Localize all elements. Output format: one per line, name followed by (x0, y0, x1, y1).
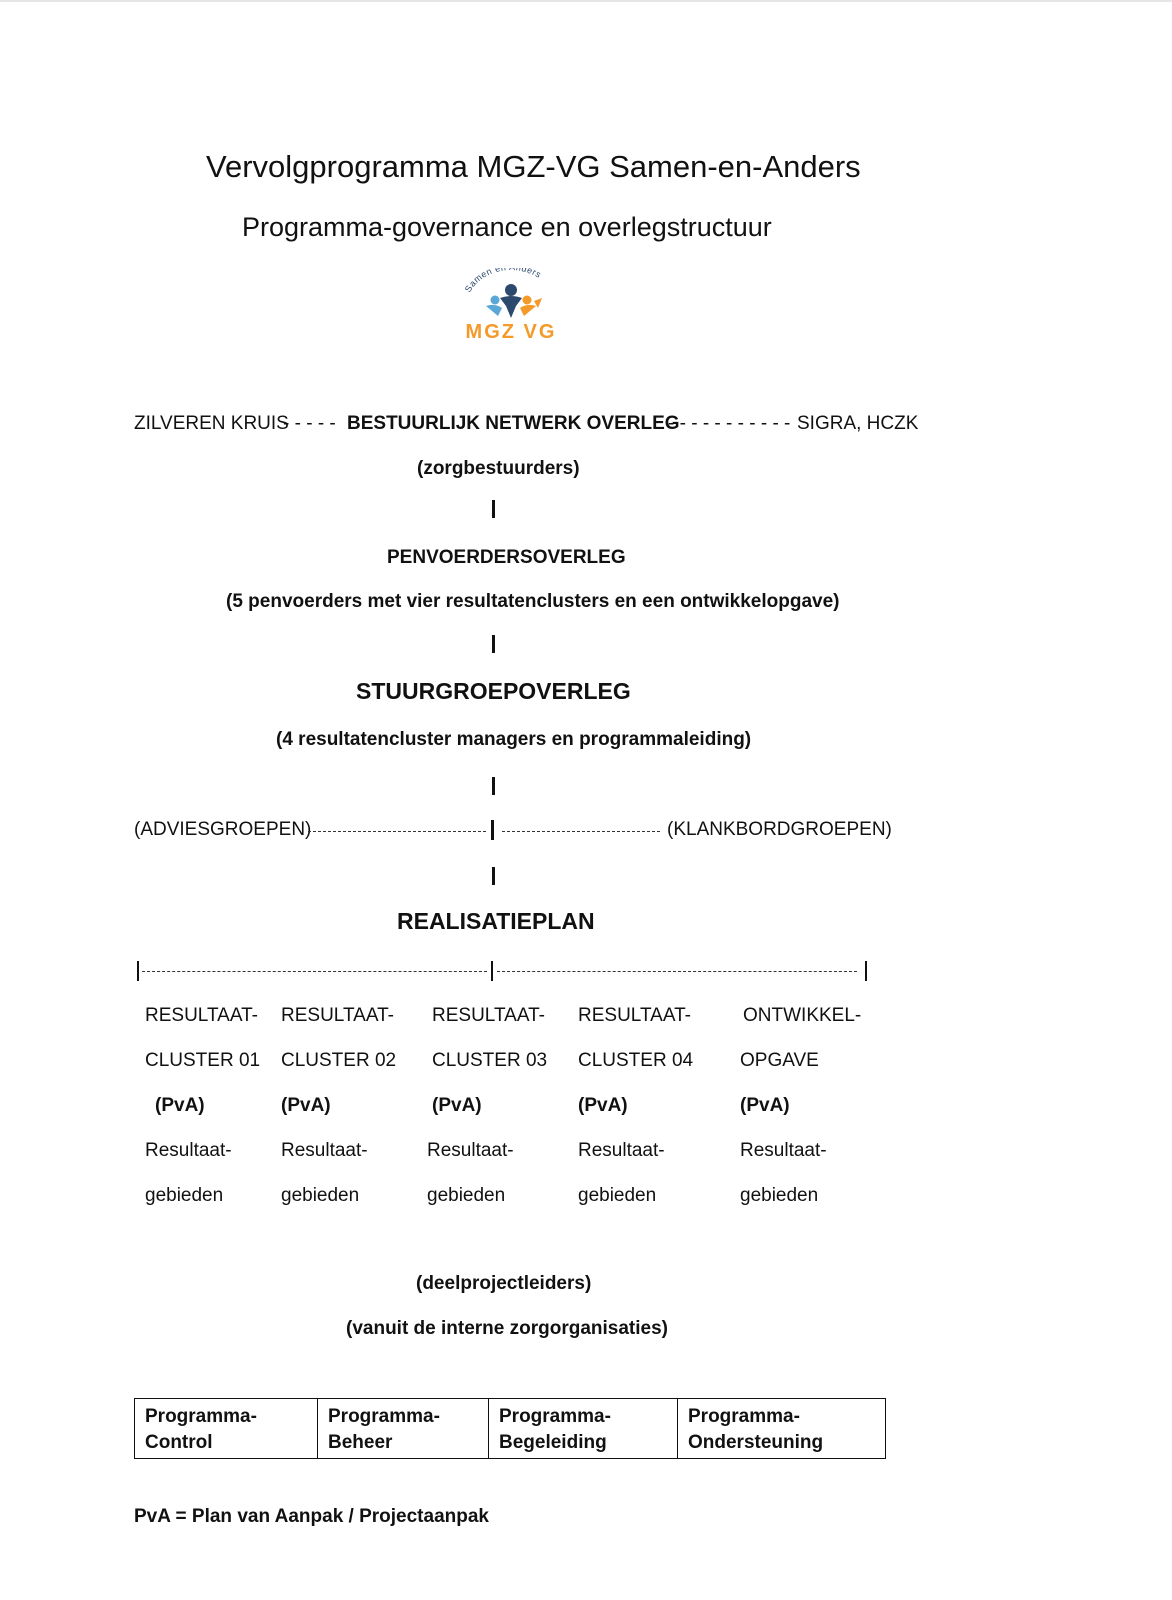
cluster-label: RESULTAAT- (432, 1005, 545, 1026)
node-stuurgroepoverleg: STUURGROEPOVERLEG (356, 678, 631, 704)
table-cell-beheer: Programma- Beheer (318, 1399, 489, 1459)
node-bestuurlijk-netwerk-overleg: BESTUURLIJK NETWERK OVERLEG (347, 413, 680, 434)
program-functions-table (134, 1398, 886, 1459)
cluster-area: gebieden (578, 1185, 657, 1206)
samen-en-anders-logo-icon (456, 268, 566, 350)
page-title: Vervolgprogramma MGZ-VG Samen-en-Anders (206, 149, 861, 184)
table-row (135, 1399, 886, 1459)
cluster-area: gebieden (281, 1185, 360, 1206)
table-cell-control: Programma- Control (135, 1399, 318, 1459)
page-subtitle: Programma-governance en overlegstructuur (242, 212, 772, 242)
dash-left-top: - - - - - (283, 413, 336, 434)
page-top-border (0, 0, 1172, 2)
cluster-area: Resultaat- (145, 1140, 232, 1161)
dash-right-top: - - - - - - - - - - - (668, 413, 791, 434)
cluster-area: gebieden (427, 1185, 506, 1206)
interne-zorgorganisaties: (vanuit de interne zorgorganisaties) (346, 1318, 668, 1339)
node-realisatieplan: REALISATIEPLAN (397, 908, 595, 934)
cluster-pva: (PvA) (281, 1095, 331, 1116)
cluster-area: Resultaat- (427, 1140, 514, 1161)
cluster-area: Resultaat- (578, 1140, 665, 1161)
node-stuurgroep-sub: (4 resultatencluster managers en programmaleiding) (276, 729, 752, 750)
partner-sigra-hczk: SIGRA, HCZK (797, 413, 919, 434)
table-cell-begeleiding: Programma- Begeleiding (489, 1399, 678, 1459)
node-zorgbestuurders: (zorgbestuurders) (417, 458, 580, 479)
bracket-line-left (142, 971, 487, 972)
node-penvoerders-sub: (5 penvoerders met vier resultatenclusters en een ontwikkelopgave) (226, 591, 840, 612)
cluster-pva: (PvA) (578, 1095, 628, 1116)
svg-text:MGZ VG: MGZ VG (465, 321, 557, 343)
cluster-label: CLUSTER 01 (145, 1050, 261, 1071)
connector-4 (492, 867, 495, 885)
cluster-area: gebieden (740, 1185, 819, 1206)
node-adviesgroepen: (ADVIESGROEPEN) (134, 819, 312, 840)
cluster-area: Resultaat- (740, 1140, 827, 1161)
cluster-label: CLUSTER 02 (281, 1050, 397, 1071)
node-klankbordgroepen: (KLANKBORDGROEPEN) (667, 819, 892, 840)
cluster-label: RESULTAAT- (145, 1005, 258, 1026)
svg-text:Samen én Anders: Samen é ders (462, 268, 544, 294)
cluster-label: CLUSTER 04 (578, 1050, 694, 1071)
table-cell-ondersteuning: Programma- Ondersteuning (678, 1399, 886, 1459)
cluster-label: RESULTAAT- (281, 1005, 394, 1026)
cluster-label: CLUSTER 03 (432, 1050, 548, 1071)
bracket-line-right (497, 971, 857, 972)
mgz-vg-logo (456, 268, 566, 350)
node-penvoerdersoverleg: PENVOERDERSOVERLEG (387, 547, 626, 568)
cluster-label: OPGAVE (740, 1050, 819, 1071)
bracket-right (865, 961, 867, 981)
cluster-pva: (PvA) (155, 1095, 205, 1116)
deelprojectleiders: (deelprojectleiders) (416, 1273, 592, 1294)
connector-3 (492, 777, 495, 795)
connector-2 (492, 635, 495, 653)
connector-1 (492, 500, 495, 518)
footnote-pva: PvA = Plan van Aanpak / Projectaanpak (134, 1506, 489, 1527)
cluster-label: RESULTAAT- (578, 1005, 691, 1026)
cluster-label: ONTWIKKEL- (743, 1005, 862, 1026)
partner-zilveren-kruis: ZILVEREN KRUIS (134, 413, 289, 434)
cluster-area: gebieden (145, 1185, 224, 1206)
dash-advies (308, 831, 486, 832)
bracket-left (137, 961, 139, 981)
cluster-area: Resultaat- (281, 1140, 368, 1161)
cluster-pva: (PvA) (432, 1095, 482, 1116)
bracket-mid (491, 961, 493, 981)
cluster-pva: (PvA) (740, 1095, 790, 1116)
dash-klankbord (502, 831, 660, 832)
connector-mid (491, 820, 494, 840)
